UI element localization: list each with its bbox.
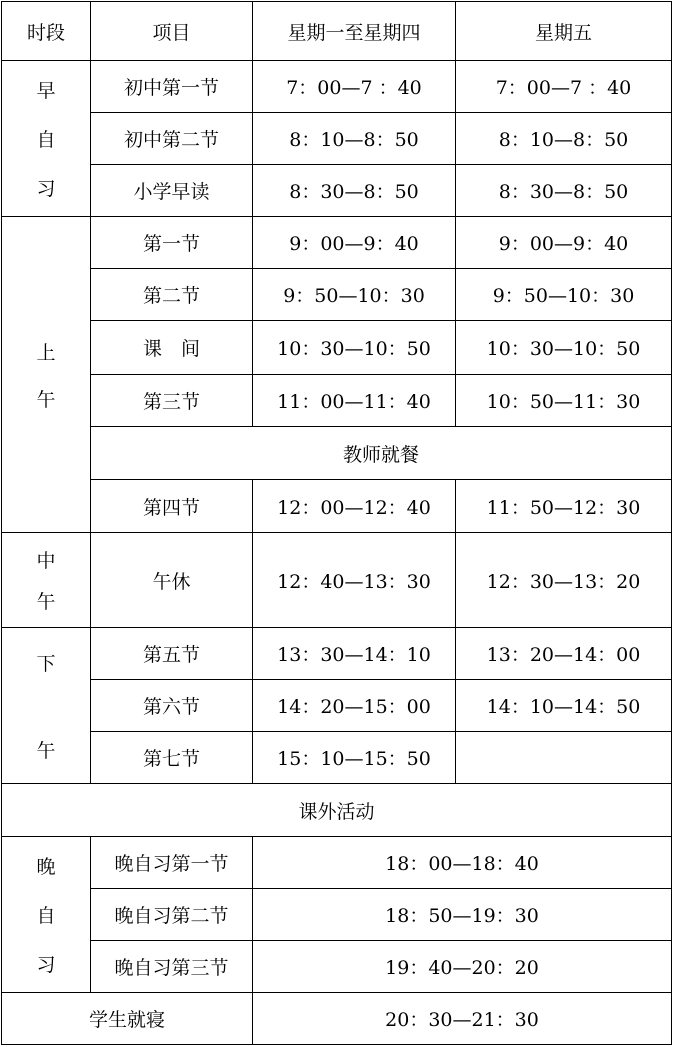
item-cell: 课 间 <box>91 321 253 375</box>
time-mon-thu: 10：30—10：50 <box>253 321 456 375</box>
schedule-table <box>1 1 672 1045</box>
table-row <box>2 993 672 1045</box>
bedtime-label: 学生就寝 <box>2 993 253 1045</box>
header-item: 项目 <box>91 2 253 61</box>
item-cell: 晚自习第二节 <box>91 889 253 941</box>
table-row <box>2 680 672 732</box>
table-row <box>2 321 672 375</box>
table-row <box>2 113 672 165</box>
table-row <box>2 375 672 427</box>
time-fri: 12：30—13：20 <box>456 533 672 628</box>
time-fri: 10：30—10：50 <box>456 321 672 375</box>
time-fri: 11：50—12：30 <box>456 480 672 533</box>
time-fri: 9：50—10：30 <box>456 269 672 321</box>
bedtime-time: 20：30—21：30 <box>253 993 672 1045</box>
time-all: 18：00—18：40 <box>253 837 672 889</box>
time-fri <box>456 732 672 784</box>
time-fri: 9：00—9：40 <box>456 217 672 269</box>
time-mon-thu: 7：00—7 ：40 <box>253 61 456 113</box>
time-all: 19：40—20：20 <box>253 941 672 993</box>
item-cell: 晚自习第三节 <box>91 941 253 993</box>
time-fri: 10：50—11：30 <box>456 375 672 427</box>
table-row <box>2 427 672 480</box>
teacher-meal: 教师就餐 <box>91 427 672 480</box>
time-fri: 14：10—14：50 <box>456 680 672 732</box>
time-mon-thu: 14：20—15：00 <box>253 680 456 732</box>
period-evening-study: 晚 自 习 <box>2 837 91 993</box>
table-row <box>2 837 672 889</box>
header-mon-thu: 星期一至星期四 <box>253 2 456 61</box>
time-mon-thu: 9：50—10：30 <box>253 269 456 321</box>
table-row <box>2 784 672 837</box>
item-cell: 第四节 <box>91 480 253 533</box>
time-mon-thu: 11：00—11：40 <box>253 375 456 427</box>
time-mon-thu: 13：30—14：10 <box>253 628 456 680</box>
time-mon-thu: 15：10—15：50 <box>253 732 456 784</box>
time-all: 18：50—19：30 <box>253 889 672 941</box>
time-mon-thu: 12：00—12：40 <box>253 480 456 533</box>
table-row <box>2 889 672 941</box>
time-mon-thu: 8：30—8：50 <box>253 165 456 217</box>
item-cell: 第五节 <box>91 628 253 680</box>
table-row <box>2 269 672 321</box>
item-cell: 午休 <box>91 533 253 628</box>
period-noon: 中 午 <box>2 533 91 628</box>
item-cell: 第七节 <box>91 732 253 784</box>
table-row <box>2 533 672 628</box>
time-fri: 8：10—8：50 <box>456 113 672 165</box>
item-cell: 晚自习第一节 <box>91 837 253 889</box>
activities: 课外活动 <box>2 784 672 837</box>
time-mon-thu: 12：40—13：30 <box>253 533 456 628</box>
item-cell: 小学早读 <box>91 165 253 217</box>
table-row <box>2 480 672 533</box>
period-morning: 上 午 <box>2 217 91 533</box>
item-cell: 第二节 <box>91 269 253 321</box>
header-period: 时段 <box>2 2 91 61</box>
item-cell: 初中第二节 <box>91 113 253 165</box>
table-row <box>2 628 672 680</box>
header-fri: 星期五 <box>456 2 672 61</box>
table-row <box>2 217 672 269</box>
table-row <box>2 165 672 217</box>
time-fri: 7：00—7 ：40 <box>456 61 672 113</box>
table-row <box>2 732 672 784</box>
time-mon-thu: 9：00—9：40 <box>253 217 456 269</box>
item-cell: 第六节 <box>91 680 253 732</box>
time-fri: 13：20—14：00 <box>456 628 672 680</box>
item-cell: 第三节 <box>91 375 253 427</box>
table-row <box>2 61 672 113</box>
item-cell: 第一节 <box>91 217 253 269</box>
time-fri: 8：30—8：50 <box>456 165 672 217</box>
table-row <box>2 941 672 993</box>
time-mon-thu: 8：10—8：50 <box>253 113 456 165</box>
header-row <box>2 2 672 61</box>
period-morning-study: 早 自 习 <box>2 61 91 217</box>
period-afternoon: 下 午 <box>2 628 91 784</box>
item-cell: 初中第一节 <box>91 61 253 113</box>
